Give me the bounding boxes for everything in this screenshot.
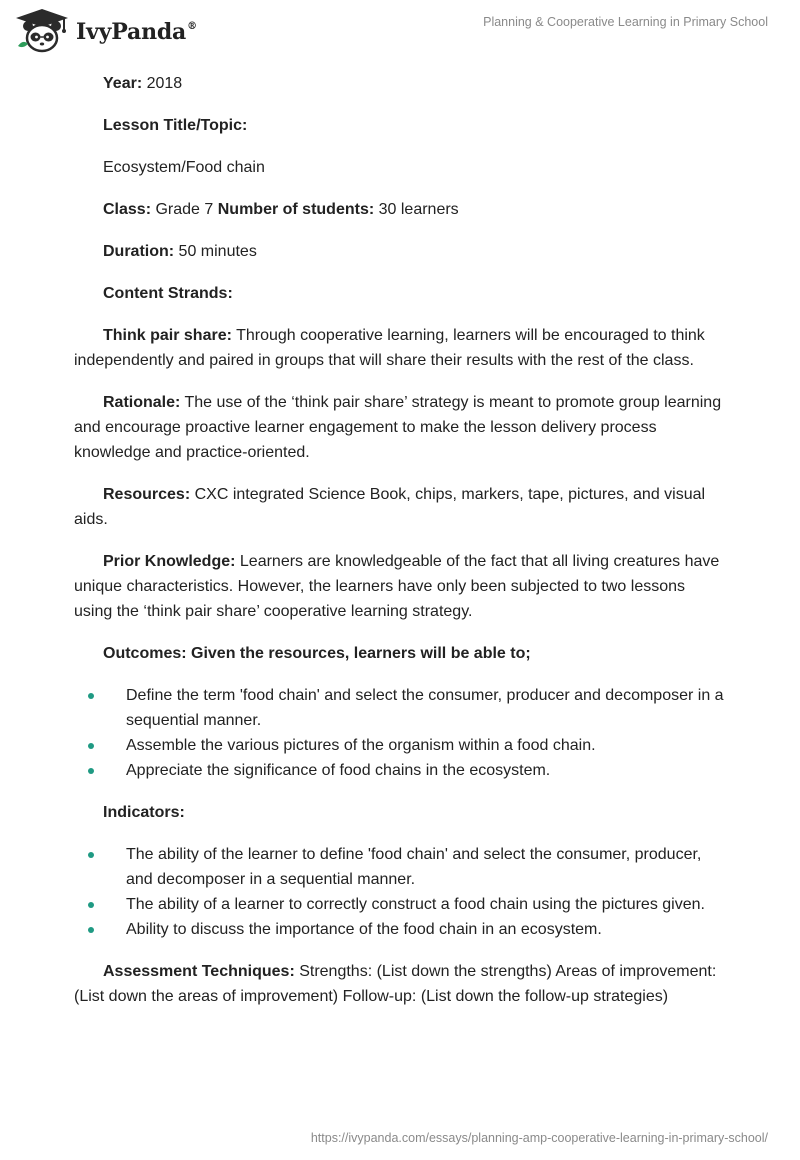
prior-knowledge-paragraph: Prior Knowledge: Learners are knowledgeable of the fact that all living creatures have unique characteristics. However, the learners have only been subjected to two lessons using the ‘think pair share’ cooperative learning strategy. bbox=[74, 553, 720, 620]
document-title: Planning & Cooperative Learning in Primary School bbox=[483, 15, 768, 29]
bullet-icon bbox=[88, 743, 94, 749]
logo-wordmark: IvyPanda® bbox=[76, 19, 197, 45]
bullet-icon bbox=[88, 852, 94, 858]
outcomes-list bbox=[74, 683, 724, 783]
bullet-icon bbox=[88, 902, 94, 908]
list-item: Define the term 'food chain' and select the consumer, producer and decomposer in a sequential manner. bbox=[74, 683, 724, 733]
lesson-topic: Ecosystem/Food chain bbox=[103, 159, 265, 176]
list-item: Ability to discuss the importance of the food chain in an ecosystem. bbox=[74, 917, 724, 942]
think-pair-share-paragraph: Think pair share: Through cooperative learning, learners will be encouraged to think independently and paired in groups that will share their results with the rest of the class. bbox=[74, 327, 705, 369]
bullet-icon bbox=[88, 768, 94, 774]
year-field: Year: 2018 bbox=[103, 75, 183, 92]
assessment-paragraph: Assessment Techniques: Strengths: (List down the strengths) Areas of improvement: (List down the areas of improvement) Follow-up: (List down the follow-up strategies) bbox=[74, 963, 717, 1005]
indicators-list bbox=[74, 842, 724, 942]
list-item: Assemble the various pictures of the organism within a food chain. bbox=[74, 733, 724, 758]
content-strands-heading: Content Strands: bbox=[103, 285, 233, 302]
outcomes-heading: Outcomes: Given the resources, learners will be able to; bbox=[103, 645, 531, 662]
document-body bbox=[74, 71, 724, 1026]
bullet-icon bbox=[88, 927, 94, 933]
indicators-heading: Indicators: bbox=[103, 804, 185, 821]
panda-graduate-icon bbox=[14, 8, 70, 54]
duration-field: Duration: 50 minutes bbox=[103, 243, 257, 260]
lesson-title-heading: Lesson Title/Topic: bbox=[103, 117, 248, 134]
rationale-paragraph: Rationale: The use of the ‘think pair share’ strategy is meant to promote group learning and encourage proactive learner engagement to make the lesson delivery process knowledge and practice-oriented. bbox=[74, 394, 722, 461]
list-item: The ability of the learner to define 'food chain' and select the consumer, producer, and decomposer in a sequential manner. bbox=[74, 842, 724, 892]
resources-paragraph: Resources: CXC integrated Science Book, chips, markers, tape, pictures, and visual aids. bbox=[74, 486, 706, 528]
list-item: The ability of a learner to correctly construct a food chain using the pictures given. bbox=[74, 892, 724, 917]
page-header bbox=[0, 0, 800, 60]
list-item: Appreciate the significance of food chains in the ecosystem. bbox=[74, 758, 724, 783]
class-field: Class: Grade 7 Number of students: 30 learners bbox=[103, 201, 459, 218]
bullet-icon bbox=[88, 693, 94, 699]
source-url-link[interactable]: https://ivypanda.com/essays/planning-amp-cooperative-learning-in-primary-school/ bbox=[310, 1131, 768, 1145]
ivypanda-logo[interactable] bbox=[14, 8, 197, 54]
